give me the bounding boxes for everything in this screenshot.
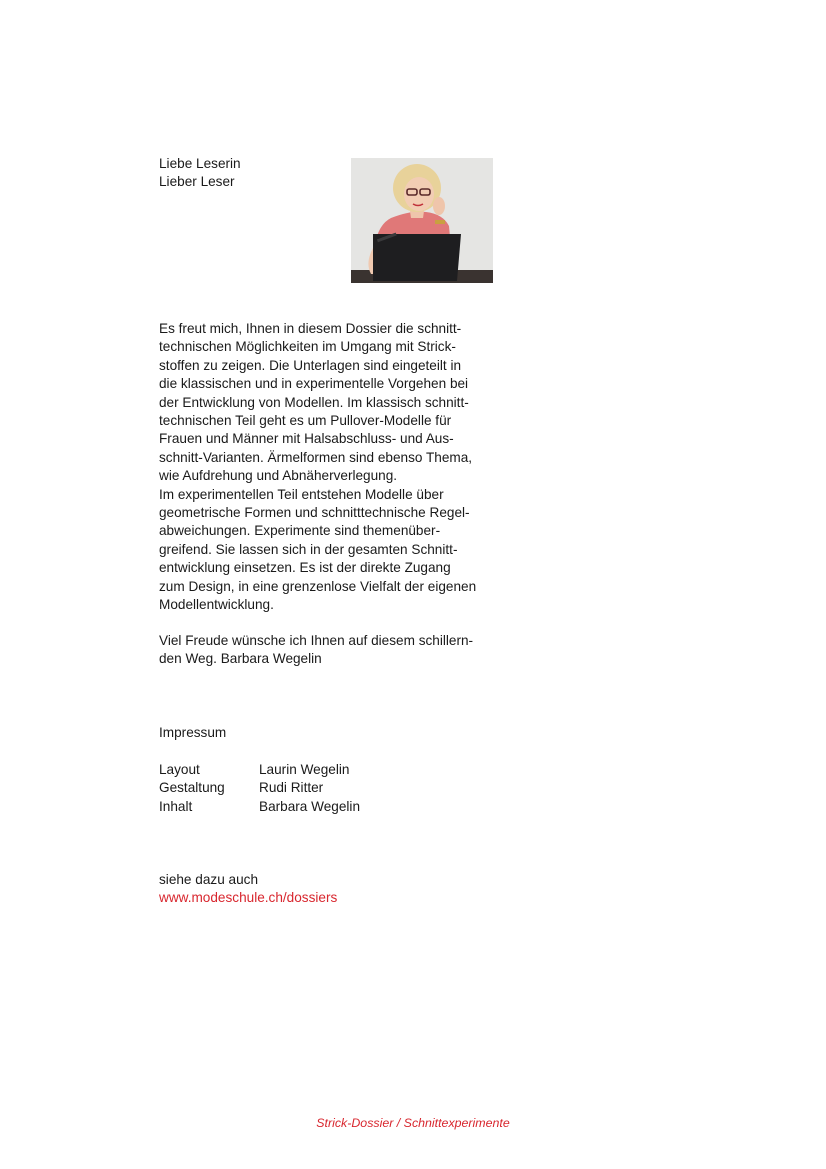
impressum-credits	[159, 761, 360, 816]
credit-row	[159, 798, 360, 816]
text-line: greifend. Sie lassen sich in der gesamten Schnitt-	[159, 541, 458, 557]
credit-row	[159, 761, 360, 779]
greeting-line: Lieber Leser	[159, 174, 235, 190]
author-photo-illustration	[351, 158, 493, 283]
text-line: Viel Freude wünsche ich Ihnen auf diesem schillern-	[159, 633, 474, 648]
text-line: den Weg. Barbara Wegelin	[159, 651, 322, 667]
greeting	[159, 155, 241, 192]
credit-name: Laurin Wegelin	[259, 762, 350, 777]
intro-paragraph	[159, 320, 476, 615]
text-line: geometrische Formen und schnitttechnische Regel-	[159, 505, 470, 521]
credit-row	[159, 779, 360, 797]
page-footer: Strick-Dossier / Schnittexperimente	[316, 1116, 510, 1130]
text-line: Frauen und Männer mit Halsabschluss- und Aus-	[159, 431, 454, 447]
credit-label: Inhalt	[159, 798, 193, 814]
text-line: stoffen zu zeigen. Die Unterlagen sind eingeteilt in	[159, 357, 462, 373]
text-line: Im experimentellen Teil entstehen Modelle über	[159, 486, 444, 502]
closing-paragraph	[159, 632, 473, 669]
text-line: die klassischen und in experimentelle Vorgehen bei	[159, 376, 469, 392]
impressum-title: Impressum	[159, 725, 227, 740]
text-line: Modellentwicklung.	[159, 597, 274, 613]
credit-name: Rudi Ritter	[259, 780, 324, 796]
greeting-line: Liebe Leserin	[159, 156, 241, 171]
text-line: entwicklung einsetzen. Es ist der direkte Zugang	[159, 560, 451, 576]
credit-name: Barbara Wegelin	[259, 798, 361, 814]
text-line: schnitt-Varianten. Ärmelformen sind ebenso Thema,	[159, 449, 473, 465]
author-photo	[351, 158, 493, 283]
dossiers-link[interactable]: www.modeschule.ch/dossiers	[159, 890, 338, 906]
credit-label: Gestaltung	[159, 780, 225, 796]
see-also	[159, 871, 337, 908]
text-line: zum Design, in eine grenzenlose Vielfalt der eigenen	[159, 578, 477, 594]
text-line: technischen Teil geht es um Pullover-Modelle für	[159, 413, 452, 429]
text-line: abweichungen. Experimente sind themenüber-	[159, 523, 441, 539]
text-line: wie Aufdrehung und Abnäherverlegung.	[159, 468, 398, 484]
see-also-label: siehe dazu auch	[159, 872, 259, 887]
text-line: der Entwicklung von Modellen. Im klassisch schnitt-	[159, 394, 469, 410]
text-line: technischen Möglichkeiten im Umgang mit Strick-	[159, 339, 456, 355]
text-line: Es freut mich, Ihnen in diesem Dossier die schnitt-	[159, 321, 462, 336]
credit-label: Layout	[159, 762, 200, 777]
